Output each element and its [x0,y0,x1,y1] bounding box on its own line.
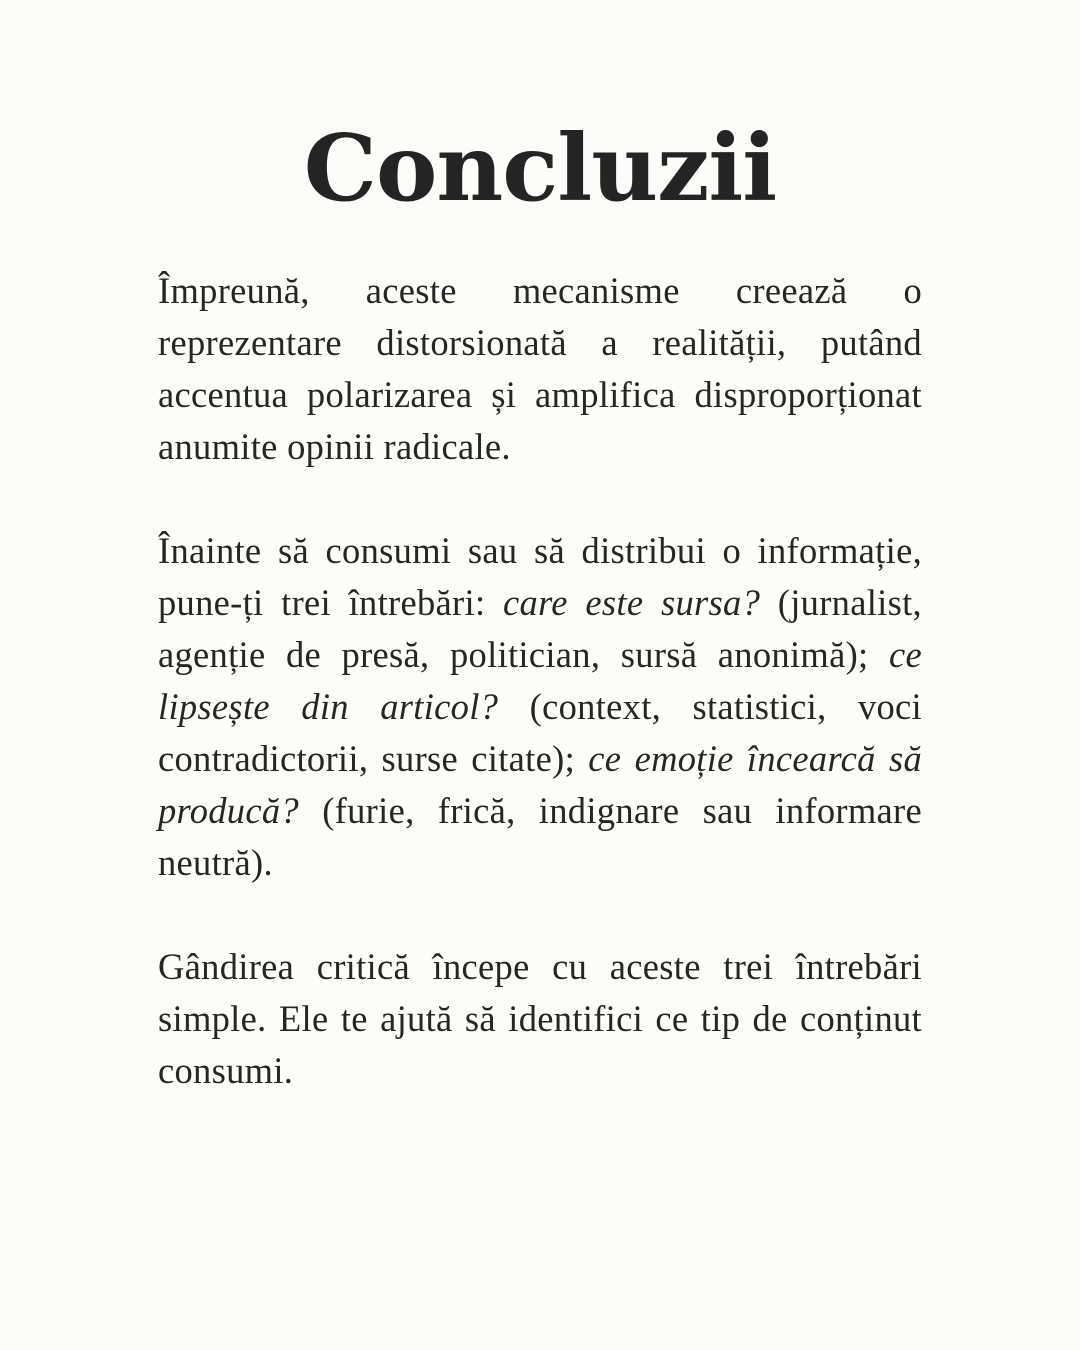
paragraph-3: Gândirea critică începe cu aceste trei întrebări simple. Ele te ajută să identifici ce tip de conținut consumi. [158,946,922,1091]
question-source: care este sursa? [503,582,761,623]
paragraph-2-intro: Înainte să consumi sau să distribui o informație, pune-ți trei întrebări: [158,530,922,623]
question-emotion: ce emoție încearcă să producă? [158,738,922,831]
answer-emotion: (furie, frică, indignare sau informare neutră). [158,790,922,883]
answer-source: (jurnalist, agenție de presă, politician, sursă anonimă); [158,582,922,675]
question-missing: ce lipsește din articol? [158,634,922,727]
body-text [158,265,922,1149]
page-title: Concluzii [303,114,777,222]
answer-missing: (context, statistici, voci contradictorii, surse citate); [158,686,922,779]
paragraph-2 [158,525,922,889]
paragraph-1: Împreună, aceste mecanisme creează o reprezentare distorsionată a realității, putând accentua polarizarea și amplifica disproporționat anumite opinii radicale. [158,270,922,467]
